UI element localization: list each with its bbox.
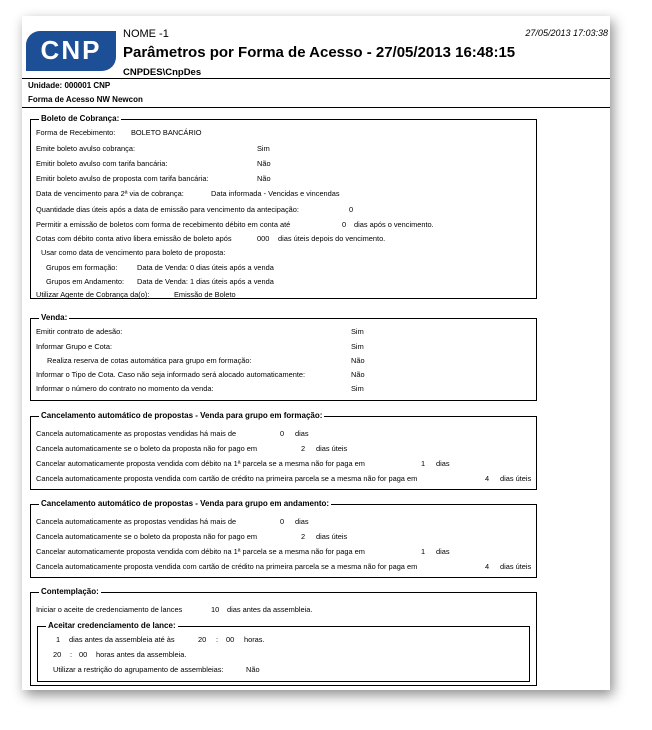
venda-row-value: Sim bbox=[351, 327, 364, 336]
aceitar-r3-value: Não bbox=[246, 665, 260, 674]
aceitar-r1-text: dias antes da assembleia até às bbox=[69, 635, 175, 644]
contemplacao-section bbox=[30, 587, 537, 686]
iniciar-suffix: dias antes da assembleia. bbox=[227, 605, 313, 614]
cotas-label: Cotas com débito conta ativo libera emissão de boleto após bbox=[36, 234, 232, 243]
venda-row-label: Realiza reserva de cotas automática para grupo em formação: bbox=[47, 356, 252, 365]
venda-row-label: Informar Grupo e Cota: bbox=[36, 342, 112, 351]
aceitar-r1-suffix: horas. bbox=[244, 635, 265, 644]
cancel-andamento-r1-suffix: dias bbox=[295, 517, 309, 526]
cancel-formacao-r1-suffix: dias bbox=[295, 429, 309, 438]
cancel-formacao-r1-label: Cancela automaticamente as propostas vendidas há mais de bbox=[36, 429, 237, 438]
venda-row-value: Sim bbox=[351, 384, 364, 393]
aceitar-r1-sep: : bbox=[216, 635, 219, 644]
cancel-formacao-r4-label: Cancela automaticamente proposta vendida com cartão de crédito na primeira parcela se a mesma não for paga em bbox=[36, 474, 418, 483]
boleto-avulso-label: Emite boleto avulso cobrança: bbox=[36, 144, 136, 153]
cancel-formacao-r2-value: 2 bbox=[301, 444, 306, 453]
cancel-andamento-r4-value: 4 bbox=[485, 562, 490, 571]
qtd-dias-value: 0 bbox=[349, 205, 354, 214]
meta-divider bbox=[22, 107, 610, 108]
header-divider bbox=[22, 78, 610, 79]
aceitar-r2-min: 00 bbox=[79, 650, 88, 659]
boleto-tarifa-value: Não bbox=[257, 159, 271, 168]
permite-suffix: dias após o vencimento. bbox=[354, 220, 434, 229]
report-name: NOME -1 bbox=[123, 28, 169, 40]
grupos-andamento-value: Data de Venda: 1 dias úteis após a venda bbox=[137, 277, 274, 286]
grupos-andamento-label: Grupos em Andamento: bbox=[46, 277, 125, 286]
aceitar-r3-label: Utilizar a restrição do agrupamento de assembleias: bbox=[53, 665, 224, 674]
boleto-title: Boleto de Cobrança: bbox=[41, 114, 120, 123]
venda-section bbox=[30, 313, 537, 401]
cotas-suffix: dias úteis depois do vencimento. bbox=[278, 234, 386, 243]
iniciar-label: Iniciar o aceite de credenciamento de lances bbox=[36, 605, 183, 614]
cancel-andamento-title: Cancelamento automático de propostas - Venda para grupo em andamento: bbox=[41, 499, 330, 508]
aceitar-r2-suffix: horas antes da assembleia. bbox=[96, 650, 187, 659]
aceitar-r2-sep: : bbox=[70, 650, 73, 659]
aceitar-section bbox=[37, 621, 530, 682]
report-subtitle: CNPDES\CnpDes bbox=[123, 67, 202, 78]
cancel-formacao-section bbox=[30, 411, 537, 490]
aceitar-r1-days: 1 bbox=[56, 635, 61, 644]
boleto-proposta-value: Não bbox=[257, 174, 271, 183]
vencimento-value: Data informada - Vencidas e vincendas bbox=[211, 189, 340, 198]
cancel-andamento-r4-label: Cancela automaticamente proposta vendida com cartão de crédito na primeira parcela se a mesma não for paga em bbox=[36, 562, 418, 571]
unidade: Unidade: 000001 CNP bbox=[28, 81, 111, 90]
venda-row-label: Informar o número do contrato no momento da venda: bbox=[36, 384, 214, 393]
grupos-formacao-value: Data de Venda: 0 dias úteis após a venda bbox=[137, 263, 274, 272]
cancel-formacao-title: Cancelamento automático de propostas - Venda para grupo em formação: bbox=[41, 411, 323, 420]
cancel-andamento-r1-label: Cancela automaticamente as propostas vendidas há mais de bbox=[36, 517, 237, 526]
boleto-tarifa-label: Emitir boleto avulso com tarifa bancária: bbox=[36, 159, 168, 168]
grupos-formacao-label: Grupos em formação: bbox=[46, 263, 118, 272]
cnp-logo bbox=[26, 31, 116, 71]
report-title: Parâmetros por Forma de Acesso - 27/05/2013 16:48:15 bbox=[123, 44, 516, 61]
cancel-formacao-r3-label: Cancelar automaticamente proposta vendida com débito na 1ª parcela se a mesma não for paga em bbox=[36, 459, 365, 468]
cotas-value: 000 bbox=[257, 234, 270, 243]
iniciar-value: 10 bbox=[211, 605, 220, 614]
logo-text: CNP bbox=[40, 35, 102, 65]
cancel-formacao-r2-label: Cancela automaticamente se o boleto da proposta não for pago em bbox=[36, 444, 258, 453]
report-datetime: 27/05/2013 17:03:38 bbox=[525, 28, 608, 38]
aceitar-r2-hour: 20 bbox=[53, 650, 62, 659]
qtd-dias-label: Quantidade dias úteis após a data de emissão para vencimento da antecipação: bbox=[36, 205, 299, 214]
venda-row-value: Sim bbox=[351, 342, 364, 351]
cancel-formacao-r2-suffix: dias úteis bbox=[316, 444, 348, 453]
cancel-andamento-r2-suffix: dias úteis bbox=[316, 532, 348, 541]
cancel-andamento-r2-value: 2 bbox=[301, 532, 306, 541]
cancel-formacao-r3-suffix: dias bbox=[436, 459, 450, 468]
aceitar-r1-hour: 20 bbox=[198, 635, 207, 644]
aceitar-title: Aceitar credenciamento de lance: bbox=[48, 621, 176, 630]
venda-row-label: Emitir contrato de adesão: bbox=[36, 327, 123, 336]
cancel-andamento-r2-label: Cancela automaticamente se o boleto da proposta não for pago em bbox=[36, 532, 258, 541]
forma-recebimento-value: BOLETO BANCÁRIO bbox=[131, 128, 202, 137]
venda-row-label: Informar o Tipo de Cota. Caso não seja informado será alocado automaticamente: bbox=[36, 370, 306, 379]
cancel-andamento-r3-suffix: dias bbox=[436, 547, 450, 556]
cancel-andamento-r3-label: Cancelar automaticamente proposta vendida com débito na 1ª parcela se a mesma não for paga em bbox=[36, 547, 365, 556]
venda-row-value: Não bbox=[351, 356, 365, 365]
forma-acesso: Forma de Acesso NW Newcon bbox=[28, 95, 143, 104]
venda-title: Venda: bbox=[41, 313, 68, 322]
cancel-andamento-r3-value: 1 bbox=[421, 547, 426, 556]
cancel-andamento-r4-suffix: dias úteis bbox=[500, 562, 532, 571]
boleto-section bbox=[30, 114, 537, 299]
permite-label: Permitir a emissão de boletos com forma de recebimento débito em conta até bbox=[36, 220, 291, 229]
aceitar-r1-min: 00 bbox=[226, 635, 235, 644]
cancel-formacao-r4-suffix: dias úteis bbox=[500, 474, 532, 483]
contemplacao-title: Contemplação: bbox=[41, 587, 99, 596]
cancel-andamento-r1-value: 0 bbox=[280, 517, 285, 526]
usar-label: Usar como data de vencimento para boleto de proposta: bbox=[41, 248, 226, 257]
permite-value: 0 bbox=[342, 220, 347, 229]
report-page bbox=[22, 16, 610, 690]
boleto-avulso-value: Sim bbox=[257, 144, 270, 153]
cancel-formacao-r4-value: 4 bbox=[485, 474, 490, 483]
venda-row-value: Não bbox=[351, 370, 365, 379]
agente-value: Emissão de Boleto bbox=[174, 290, 236, 299]
forma-recebimento-label: Forma de Recebimento: bbox=[36, 128, 116, 137]
cancel-formacao-r3-value: 1 bbox=[421, 459, 426, 468]
cancel-formacao-r1-value: 0 bbox=[280, 429, 285, 438]
vencimento-label: Data de vencimento para 2ª via de cobrança: bbox=[36, 189, 184, 198]
boleto-proposta-label: Emitir boleto avulso de proposta com tarifa bancária: bbox=[36, 174, 209, 183]
cancel-andamento-section bbox=[30, 499, 537, 578]
agente-label: Utilizar Agente de Cobrança da(o): bbox=[36, 290, 150, 299]
